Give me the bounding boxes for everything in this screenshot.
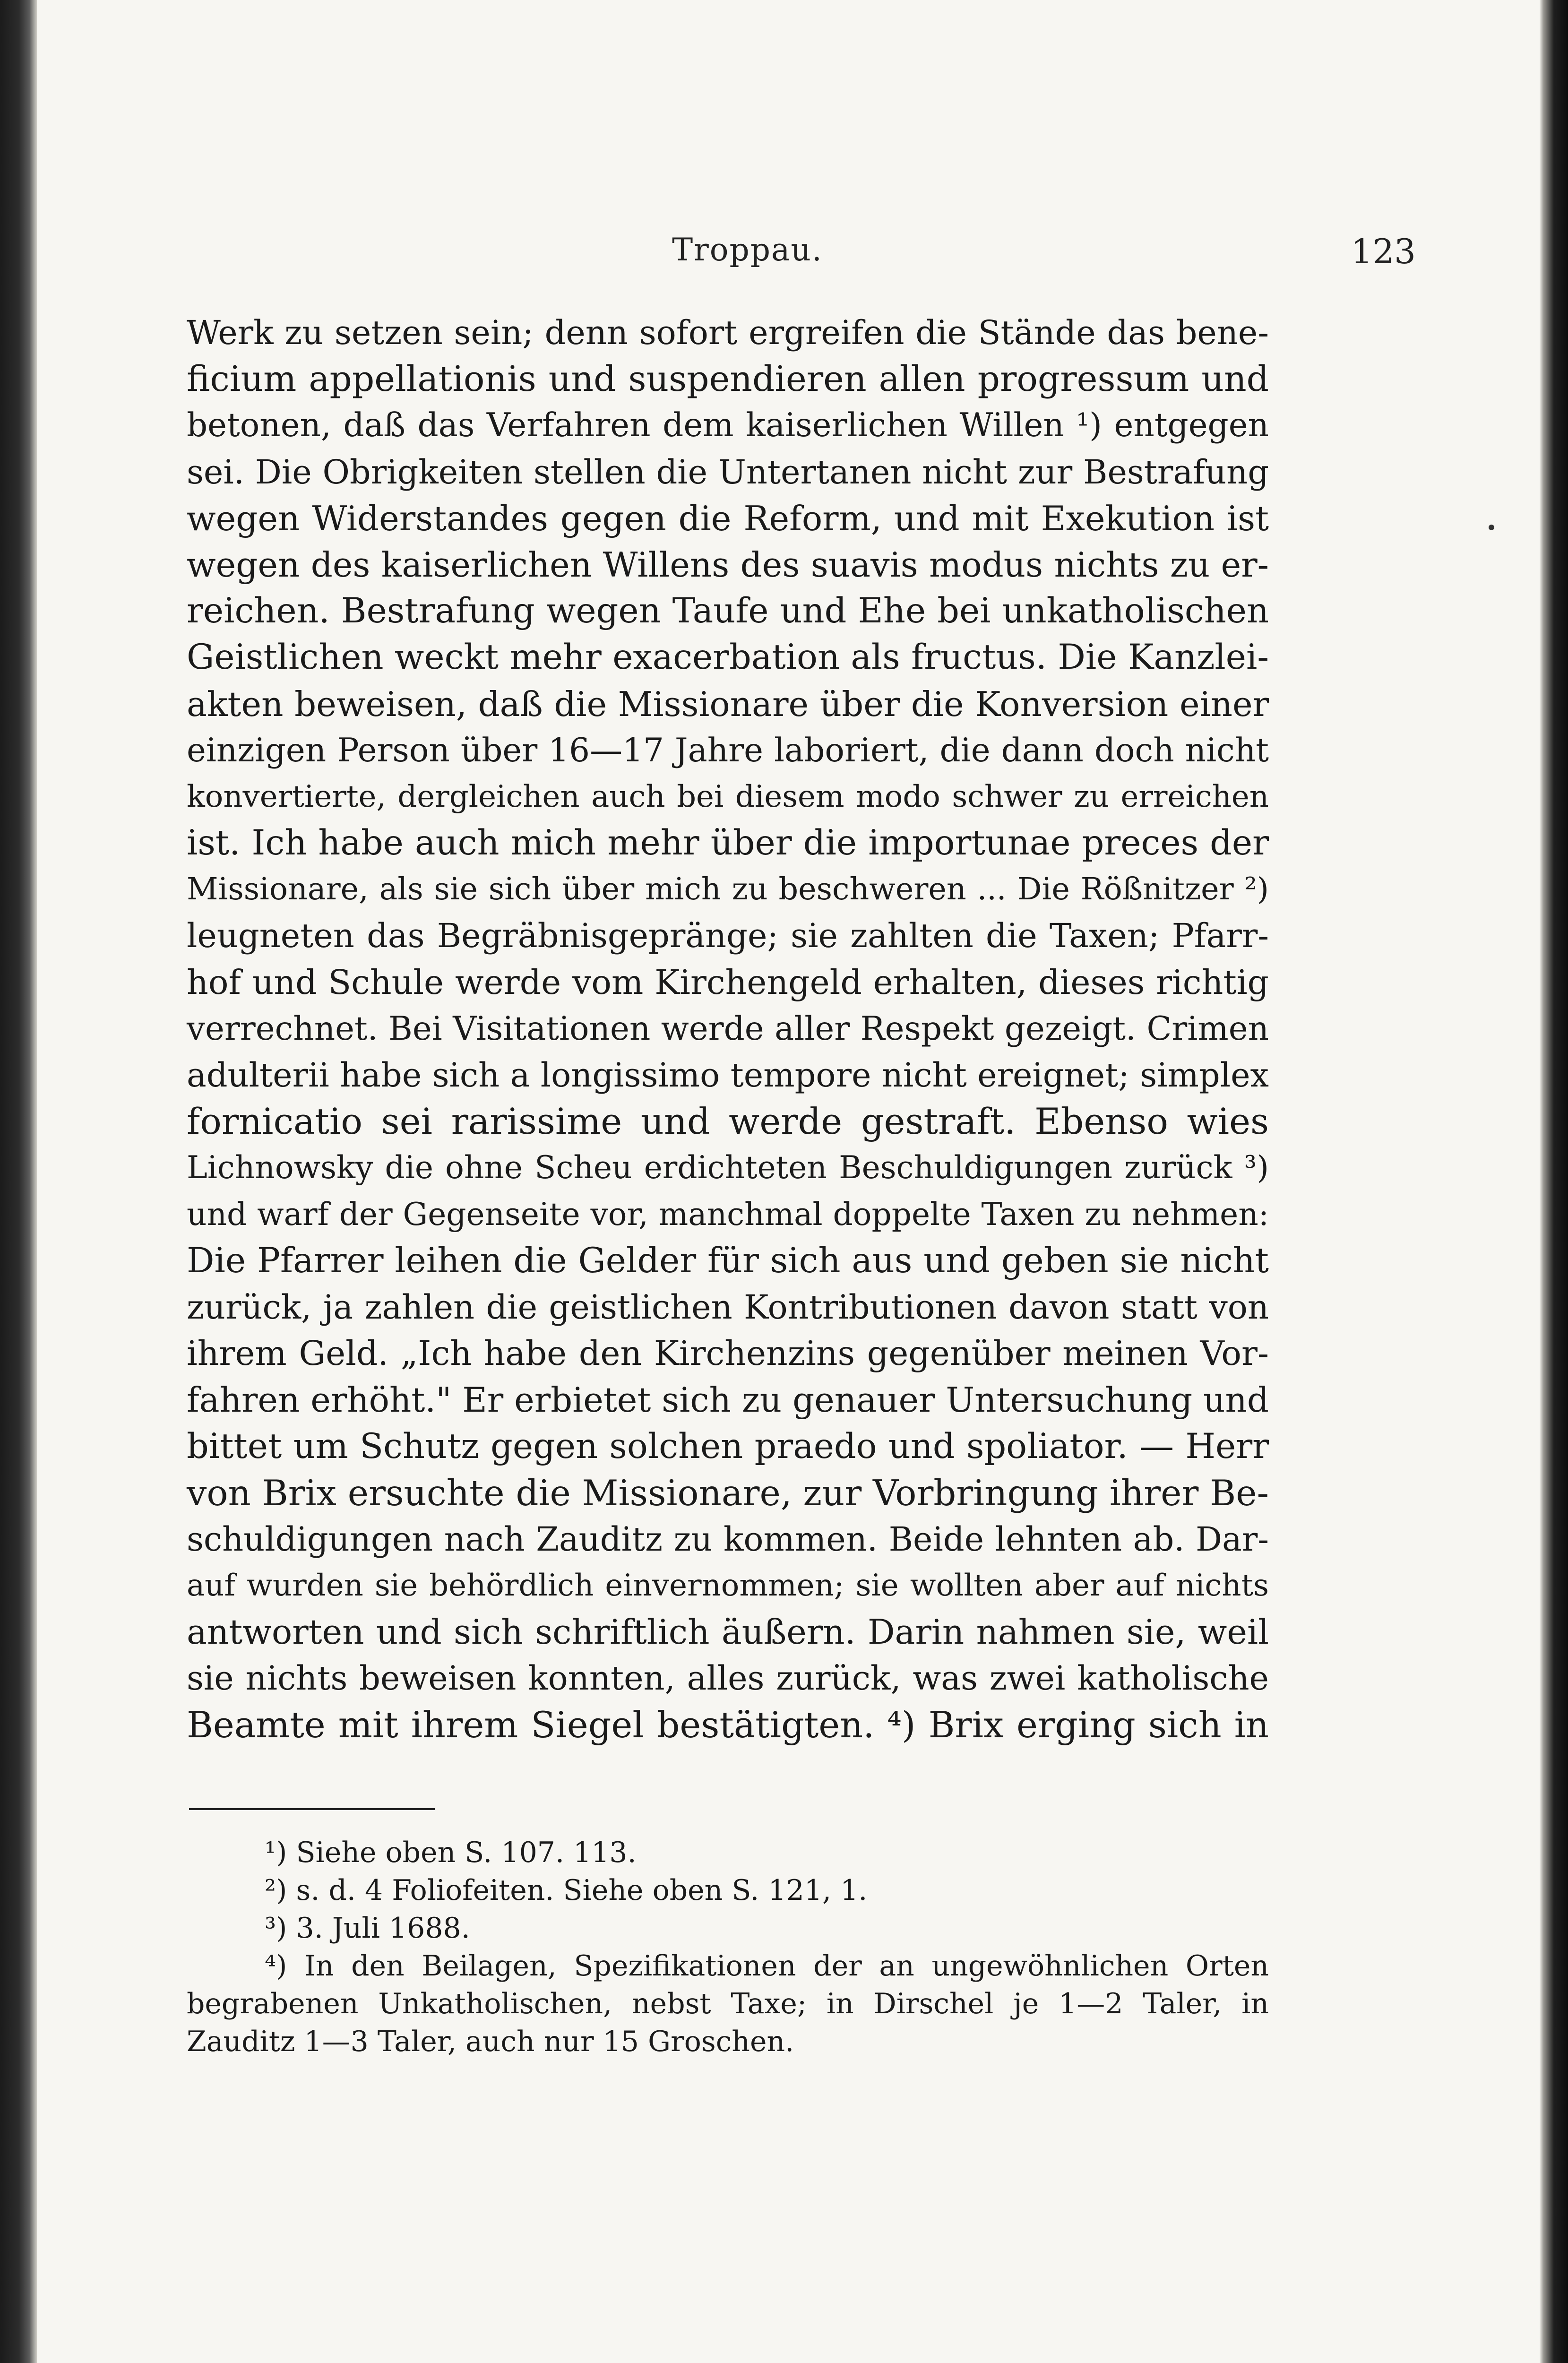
text-line: ihrem Geld. „Ich habe den Kirchenzins gegenüber meinen Vor- <box>187 1334 1269 1373</box>
text-line: fornicatio sei rarissime und werde gestraft. Ebenso wies <box>187 1100 1269 1143</box>
running-title: Troppau. <box>672 232 823 268</box>
text-line: von Brix ersuchte die Missionare, zur Vorbringung ihrer Be- <box>187 1472 1269 1514</box>
footnotes <box>187 1834 1269 2061</box>
text-line: betonen, daß das Verfahren dem kaiserlichen Willen ¹) entgegen <box>187 406 1269 445</box>
footnote-2: ²) s. d. 4 Foliofeiten. Siehe oben S. 121, 1. <box>265 1874 868 1907</box>
text-line: Missionare, als sie sich über mich zu beschweren ... Die Rößnitzer ²) <box>187 871 1269 907</box>
text-line: leugneten das Begräbnisgepränge; sie zahlten die Taxen; Pfarr- <box>187 916 1269 956</box>
page-number: 123 <box>1351 232 1416 271</box>
text-line: ficium appellationis und suspendieren allen progressum und <box>187 359 1269 400</box>
text-line: auf wurden sie behördlich einvernommen; sie wollten aber auf nichts <box>187 1568 1269 1604</box>
footnote-4-line-2: begrabenen Unkatholischen, nebst Taxe; in Dirschel je 1—2 Taler, in <box>187 1987 1269 2020</box>
text-line: Lichnowsky die ohne Scheu erdichteten Beschuldigungen zurück ³) <box>187 1149 1269 1186</box>
binding-edge-left <box>0 0 37 2363</box>
text-line: adulterii habe sich a longissimo tempore nicht ereignet; simplex <box>187 1056 1269 1095</box>
text-line: Werk zu setzen sein; denn sofort ergreifen die Stände das bene- <box>187 313 1269 352</box>
text-line: fahren erhöht." Er erbietet sich zu genauer Untersuchung und <box>187 1380 1269 1420</box>
text-line: Die Pfarrer leihen die Gelder für sich aus und geben sie nicht <box>187 1240 1269 1281</box>
text-line: hof und Schule werde vom Kirchengeld erhalten, dieses richtig <box>187 962 1269 1002</box>
footnote-4-line-3: Zauditz 1—3 Taler, auch nur 15 Groschen. <box>187 2025 794 2058</box>
text-line: einzigen Person über 16—17 Jahre laboriert, die dann doch nicht <box>187 731 1269 769</box>
page-header <box>187 232 1416 284</box>
footnote-4-line-1: ⁴) In den Beilagen, Spezifikationen der an ungewöhnlichen Orten <box>265 1949 1269 1983</box>
text-line: zurück, ja zahlen die geistlichen Kontributionen davon statt von <box>187 1287 1269 1327</box>
text-line: bittet um Schutz gegen solchen praedo und spoliator. — Herr <box>187 1426 1269 1466</box>
text-line: Beamte mit ihrem Siegel bestätigten. ⁴) Brix erging sich in <box>187 1703 1269 1746</box>
text-line: schuldigungen nach Zauditz zu kommen. Beide lehnten ab. Dar- <box>187 1519 1269 1559</box>
text-line: konvertierte, dergleichen auch bei diesem modo schwer zu erreichen <box>187 779 1269 814</box>
text-line: wegen Widerstandes gegen die Reform, und mit Exekution ist <box>187 498 1269 538</box>
main-text <box>187 310 1269 1748</box>
footnote-1: ¹) Siehe oben S. 107. 113. <box>265 1836 637 1869</box>
text-line: sie nichts beweisen konnten, alles zurück, was zwei katholische <box>187 1659 1269 1698</box>
text-line: sei. Die Obrigkeiten stellen die Untertanen nicht zur Bestrafung <box>187 452 1269 492</box>
text-line: antworten und sich schriftlich äußern. Darin nahmen sie, weil <box>187 1612 1269 1652</box>
text-line: ist. Ich habe auch mich mehr über die importunae preces der <box>187 823 1269 863</box>
footnote-divider <box>189 1808 435 1810</box>
print-speck <box>1489 525 1494 530</box>
text-line: verrechnet. Bei Visitationen werde aller Respekt gezeigt. Crimen <box>187 1009 1269 1048</box>
text-line: wegen des kaiserlichen Willens des suavis modus nichts zu er- <box>187 544 1269 585</box>
text-line: Geistlichen weckt mehr exacerbation als fructus. Die Kanzlei- <box>187 637 1269 678</box>
footnote-3: ³) 3. Juli 1688. <box>265 1912 470 1945</box>
binding-edge-right <box>1540 0 1568 2363</box>
text-line: und warf der Gegenseite vor, manchmal doppelte Taxen zu nehmen: <box>187 1196 1269 1233</box>
text-line: reichen. Bestrafung wegen Taufe und Ehe bei unkatholischen <box>187 591 1269 631</box>
text-line: akten beweisen, daß die Missionare über die Konversion einer <box>187 684 1269 724</box>
